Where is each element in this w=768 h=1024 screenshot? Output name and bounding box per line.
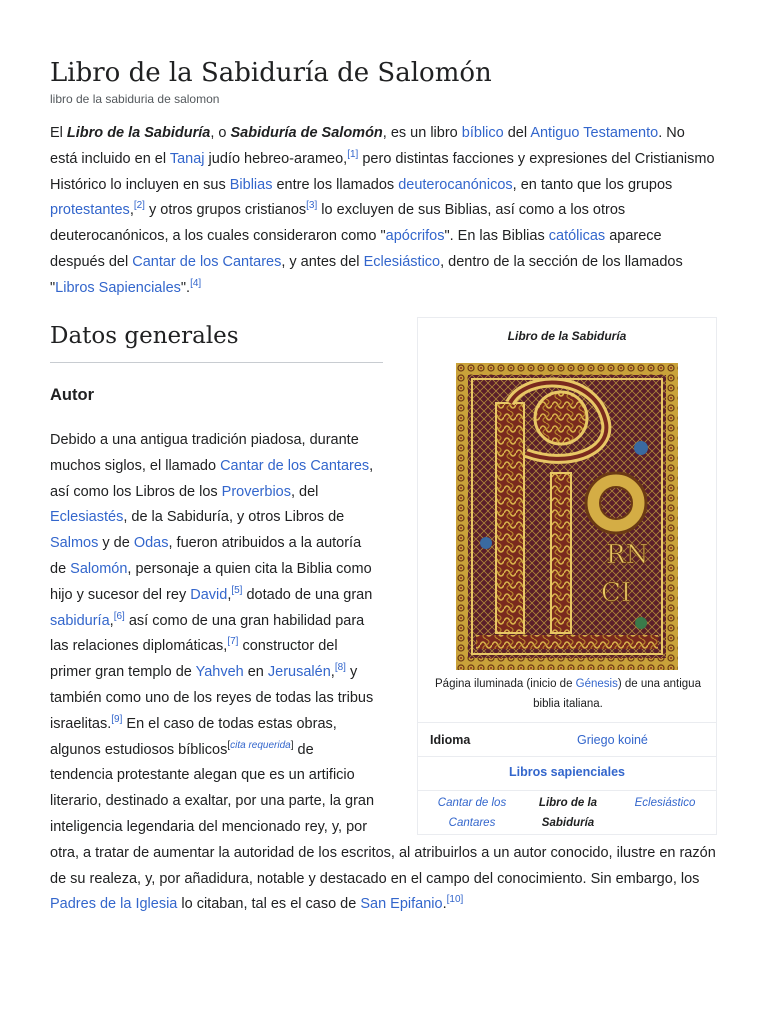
autor-paragraph: Debido a una antigua tradición piadosa, durante muchos siglos, el llamado Cantar de los Cantares, así como los Libros de los Proverbios, del Eclesiastés, de la Sabiduría, y otros Libros de Salmos y de Odas, fueron atribuidos a la autoría de Salomón, personaje a quien cita la Biblia como hijo y sucesor del rey David,[5] dotado de una gran sabiduría,[6] así como de una gran habilidad para las relaciones diplomáticas,[7] constructor del primer gran templo de Yahveh en Jerusalén,[8] y también como uno de los reyes de todas las tribus israelitas.[9] En el caso de todas estas obras, algunos estudiosos bíblicos[cita requerida] de tendencia protestante alegan que es un artificio literario, destinado a exaltar, por una parte, la gran inteligencia legendaria del mencionado rey, y, por otra, a tratar de aumentar la autoridad de los escritos, al atribuirlos a un autor conocido, ilustre en razón de su realeza, y, por añadidura, notable y destacado en el campo del conocimiento. Sin embargo, los Padres de la Iglesia lo citaban, tal es el caso de San Epifanio.[10] <box>50 432 716 913</box>
link-next-book[interactable]: Eclesiástico <box>634 797 696 809</box>
link-eclesiastes[interactable]: Eclesiastés <box>50 509 124 526</box>
subsection-heading: Autor <box>50 386 94 404</box>
infobox-title: Libro de la Sabiduría <box>507 329 627 343</box>
reference-5[interactable]: [5] <box>231 584 243 596</box>
link-deuterocanonicos[interactable]: deuterocanónicos <box>398 176 513 193</box>
infobox-language-row <box>418 722 716 757</box>
bold-term: Libro de la Sabiduría <box>66 125 211 141</box>
intro-paragraph: El Libro de la Sabiduría, o Sabiduría de Salomón, es un libro bíblico del Antiguo Testamento. No está incluido en el Tanaj judío hebreo-arameo,[1] pero distintas facciones y expresiones del Cristianismo Histórico lo incluyen en sus Biblias entre los llamados deuterocanónicos, en tanto que los grupos protestantes,[2] y otros grupos cristianos[3] lo excluyen de sus Biblias, así como a los otros deuterocanónicos, a los cuales consideraron como "apócrifos". En las Biblias católicas aparece después del Cantar de los Cantares, y antes del Eclesiástico, dentro de la sección de los llamados "Libros Sapienciales".[4] <box>50 125 715 296</box>
page-title: Libro de la Sabiduría de Salomón <box>50 58 492 88</box>
link-eclesiastico[interactable]: Eclesiástico <box>363 253 441 270</box>
language-label: Idioma <box>430 733 471 747</box>
link-proverbios[interactable]: Proverbios <box>221 483 291 500</box>
reference-3[interactable]: [3] <box>306 200 318 212</box>
link-jerusalen[interactable]: Jerusalén <box>267 664 331 681</box>
reference-1[interactable]: [1] <box>347 148 359 160</box>
section-heading: Datos generales <box>50 318 383 363</box>
image-caption: Página iluminada (inicio de Génesis) de una antigua biblia italiana. <box>435 678 701 710</box>
current-book: Libro de la Sabiduría <box>538 797 598 829</box>
link-yahveh[interactable]: Yahveh <box>195 664 244 681</box>
bold-term: Sabiduría de Salomón <box>230 125 383 141</box>
link-genesis[interactable]: Génesis <box>575 678 618 690</box>
reference-10[interactable]: [10] <box>446 894 464 906</box>
reference-6[interactable]: [6] <box>113 610 125 622</box>
reference-7[interactable]: [7] <box>227 636 239 648</box>
link-catolicas[interactable]: católicas <box>548 228 606 245</box>
illuminated-manuscript-image[interactable] <box>456 363 678 670</box>
infobox <box>417 317 717 835</box>
link-libros-sapienciales[interactable]: Libros sapienciales <box>508 765 626 779</box>
link-san-epifanio[interactable]: San Epifanio <box>360 896 443 913</box>
link-tanaj[interactable]: Tanaj <box>169 150 205 167</box>
infobox-series-row <box>418 756 716 791</box>
link-antiguo-testamento[interactable]: Antiguo Testamento <box>530 125 659 141</box>
link-cita-requerida[interactable]: cita requerida <box>230 739 291 751</box>
link-griego-koine[interactable]: Griego koiné <box>577 733 648 747</box>
link-sabiduria[interactable]: sabiduría <box>50 612 110 629</box>
reference-4[interactable]: [4] <box>190 277 202 289</box>
link-libros-sapienciales[interactable]: Libros Sapienciales <box>55 279 181 296</box>
link-previous-book[interactable]: Cantar de los Cantares <box>437 797 507 829</box>
link-cantar-de-los-cantares[interactable]: Cantar de los Cantares <box>132 253 282 270</box>
link-cantar-de-los-cantares[interactable]: Cantar de los Cantares <box>220 457 370 474</box>
infobox-navigation-row <box>418 790 716 835</box>
link-padres-de-la-iglesia[interactable]: Padres de la Iglesia <box>50 896 178 913</box>
link-apocrifos[interactable]: apócrifos <box>385 228 445 245</box>
reference-2[interactable]: [2] <box>133 200 145 212</box>
link-protestantes[interactable]: protestantes <box>50 202 130 219</box>
svg-text:RN: RN <box>606 540 649 570</box>
link-salomon[interactable]: Salomón <box>70 560 128 577</box>
link-david[interactable]: David <box>190 586 228 603</box>
citation-needed: [cita requerida] <box>227 739 294 751</box>
link-salmos[interactable]: Salmos <box>50 535 99 552</box>
link-biblico[interactable]: bíblico <box>461 125 504 141</box>
link-odas[interactable]: Odas <box>133 535 169 552</box>
link-biblias[interactable]: Biblias <box>229 176 273 193</box>
illuminated-manuscript-icon <box>456 363 678 670</box>
reference-9[interactable]: [9] <box>111 713 123 725</box>
svg-text:CI: CI <box>601 578 632 608</box>
reference-8[interactable]: [8] <box>334 662 346 674</box>
page-subtitle: libro de la sabiduria de salomon <box>50 92 220 106</box>
